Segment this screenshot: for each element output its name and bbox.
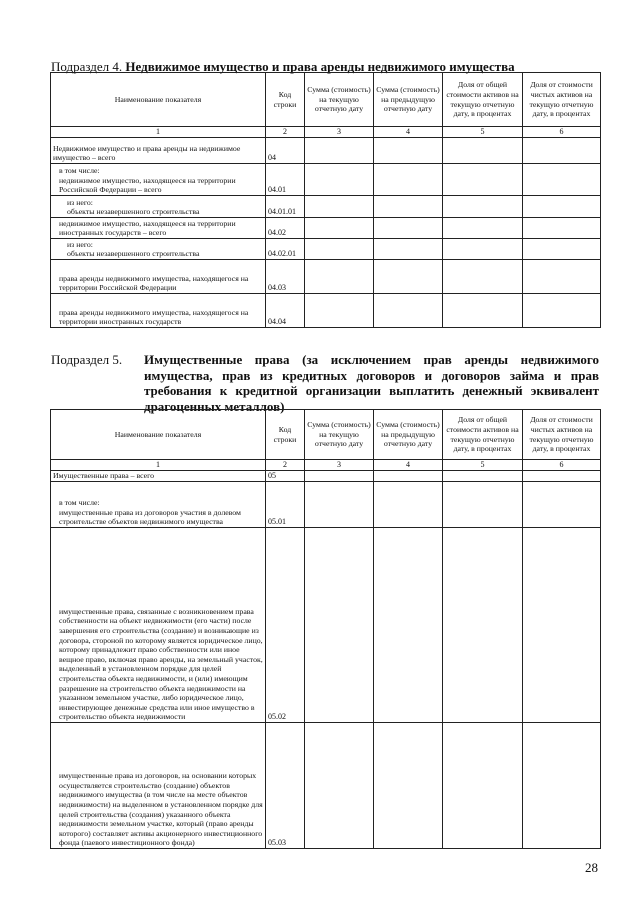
value-cell (374, 471, 443, 482)
row-name: права аренды недвижимого имущества, находящегося на территории иностранных государств (51, 294, 266, 328)
value-cell (374, 294, 443, 328)
table-row (51, 239, 601, 260)
row-code: 04 (266, 138, 305, 164)
table-header-row (51, 73, 601, 127)
value-cell (523, 294, 601, 328)
value-cell (374, 239, 443, 260)
section-5-heading: Имущественные права (за исключением прав аренды недвижимого имущества, прав из кредитных договоров и договоров займа и прав требования к кредитной организации выплатить денежный эквивалент драгоценных металлов) (144, 352, 599, 414)
row-name: Недвижимое имущество и права аренды на недвижимое имущество – всего (51, 138, 266, 164)
column-number: 4 (374, 460, 443, 471)
row-name: в том числе: имущественные права из договоров участия в долевом строительстве объектов недвижимого имущества (51, 482, 266, 528)
value-cell (305, 482, 374, 528)
section-4-prefix: Подраздел 4. (51, 59, 123, 74)
value-cell (443, 528, 523, 723)
header-share-assets: Доля от общей стоимости активов на текущую отчетную дату, в процентах (443, 410, 523, 460)
header-name: Наименование показателя (51, 410, 266, 460)
header-code: Код строки (266, 73, 305, 127)
column-number: 4 (374, 127, 443, 138)
row-code: 05.02 (266, 528, 305, 723)
row-name: права аренды недвижимого имущества, находящегося на территории Российской Федерации (51, 260, 266, 294)
header-share-net-assets: Доля от стоимости чистых активов на текущую отчетную дату, в процентах (523, 73, 601, 127)
row-code: 05.03 (266, 723, 305, 849)
section-4-heading: Недвижимое имущество и права аренды недвижимого имущества (125, 59, 515, 74)
row-name: Имущественные права – всего (51, 471, 266, 482)
value-cell (305, 260, 374, 294)
value-cell (374, 138, 443, 164)
header-code: Код строки (266, 410, 305, 460)
header-sum-current: Сумма (стоимость) на текущую отчетную дату (305, 73, 374, 127)
value-cell (374, 260, 443, 294)
value-cell (523, 196, 601, 218)
table-row (51, 294, 601, 328)
row-code: 04.04 (266, 294, 305, 328)
column-number: 3 (305, 127, 374, 138)
column-number-row (51, 460, 601, 471)
value-cell (523, 138, 601, 164)
column-number: 5 (443, 127, 523, 138)
row-code: 05.01 (266, 482, 305, 528)
value-cell (443, 239, 523, 260)
value-cell (443, 482, 523, 528)
value-cell (374, 196, 443, 218)
table-row (51, 196, 601, 218)
row-code: 04.02 (266, 218, 305, 239)
table-row (51, 218, 601, 239)
value-cell (305, 218, 374, 239)
table-row (51, 482, 601, 528)
section-5-prefix: Подраздел 5. (51, 352, 123, 367)
header-sum-current: Сумма (стоимость) на текущую отчетную дату (305, 410, 374, 460)
value-cell (443, 723, 523, 849)
value-cell (443, 294, 523, 328)
header-sum-previous: Сумма (стоимость) на предыдущую отчетную дату (374, 410, 443, 460)
value-cell (523, 218, 601, 239)
header-share-assets: Доля от общей стоимости активов на текущую отчетную дату, в процентах (443, 73, 523, 127)
value-cell (305, 138, 374, 164)
row-code: 04.01 (266, 164, 305, 196)
value-cell (523, 164, 601, 196)
row-code: 04.02.01 (266, 239, 305, 260)
table-row (51, 164, 601, 196)
value-cell (305, 239, 374, 260)
row-name: из него: объекты незавершенного строительства (51, 196, 266, 218)
value-cell (305, 196, 374, 218)
row-name: недвижимое имущество, находящееся на территории иностранных государств – всего (51, 218, 266, 239)
table-row (51, 138, 601, 164)
row-code: 04.01.01 (266, 196, 305, 218)
value-cell (374, 164, 443, 196)
value-cell (374, 723, 443, 849)
table-section-5 (50, 409, 601, 849)
column-number: 6 (523, 460, 601, 471)
value-cell (523, 471, 601, 482)
value-cell (374, 528, 443, 723)
value-cell (523, 482, 601, 528)
column-number: 3 (305, 460, 374, 471)
row-code: 05 (266, 471, 305, 482)
value-cell (443, 138, 523, 164)
value-cell (443, 260, 523, 294)
value-cell (374, 482, 443, 528)
row-name: из него: объекты незавершенного строительства (51, 239, 266, 260)
row-name: в том числе: недвижимое имущество, находящееся на территории Российской Федерации – всего (51, 164, 266, 196)
value-cell (374, 218, 443, 239)
column-number: 1 (51, 460, 266, 471)
column-number: 2 (266, 460, 305, 471)
column-number: 1 (51, 127, 266, 138)
value-cell (443, 164, 523, 196)
column-number-row (51, 127, 601, 138)
table-header-row (51, 410, 601, 460)
row-name: имущественные права, связанные с возникновением права собственности на объект недвижимости (его части) после завершения его строительства (создание) и возникающие из договора, стороной по которому является юридическое лицо, которому принадлежит право собственности или иное вещное право, включая право аренды, на земельный участок, выделенный в установленном порядке для целей строительства объекта недвижимости, и (или) имеющим разрешение на строительство объекта недвижимости на указанном земельном участке, либо юридическое лицо, инвестирующее денежные средства или иное имущество в строительство объекта недвижимости (51, 528, 266, 723)
value-cell (523, 528, 601, 723)
table-row (51, 260, 601, 294)
table-row (51, 471, 601, 482)
value-cell (443, 196, 523, 218)
column-number: 2 (266, 127, 305, 138)
column-number: 6 (523, 127, 601, 138)
header-name: Наименование показателя (51, 73, 266, 127)
table-row (51, 528, 601, 723)
header-sum-previous: Сумма (стоимость) на предыдущую отчетную дату (374, 73, 443, 127)
value-cell (305, 294, 374, 328)
value-cell (305, 723, 374, 849)
value-cell (523, 239, 601, 260)
value-cell (523, 723, 601, 849)
value-cell (305, 528, 374, 723)
header-share-net-assets: Доля от стоимости чистых активов на текущую отчетную дату, в процентах (523, 410, 601, 460)
page-number: 28 (585, 860, 598, 875)
value-cell (305, 164, 374, 196)
row-code: 04.03 (266, 260, 305, 294)
column-number: 5 (443, 460, 523, 471)
value-cell (305, 471, 374, 482)
table-row (51, 723, 601, 849)
row-name: имущественные права из договоров, на основании которых осуществляется строительство (создание) объектов недвижимого имущества (в том числе на месте объектов недвижимости) на выделенном в установленном порядке для целей строительства (создания) указанного объекта недвижимости земельном участке, который (право аренды которого) составляет активы акционерного инвестиционного фонда (паевого инвестиционного фонда) (51, 723, 266, 849)
value-cell (523, 260, 601, 294)
table-section-4 (50, 72, 601, 328)
value-cell (443, 218, 523, 239)
value-cell (443, 471, 523, 482)
